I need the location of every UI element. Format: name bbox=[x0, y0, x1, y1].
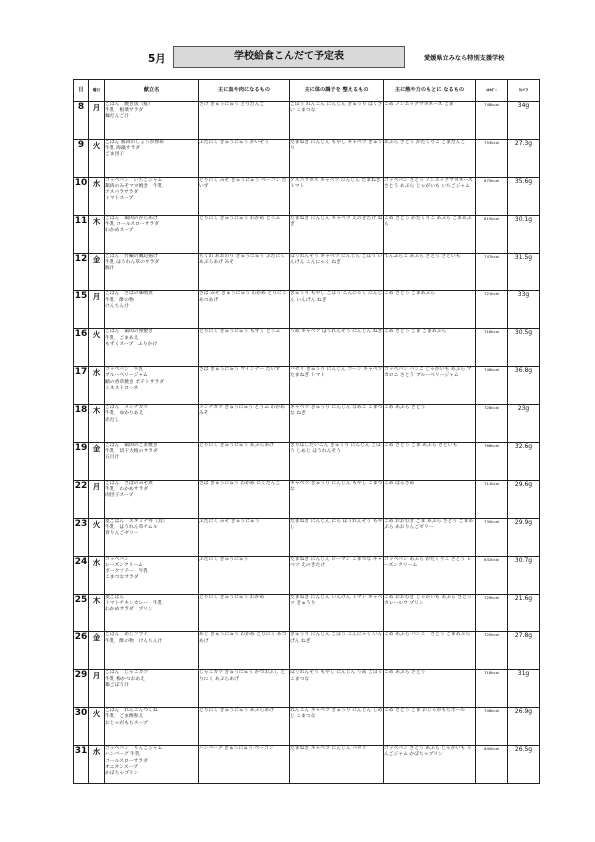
table-row bbox=[74, 746, 540, 784]
protein-value-cell: 34g bbox=[508, 102, 540, 140]
protein-value-cell: 33g bbox=[508, 291, 540, 329]
energy-value-cell: 730kcal bbox=[476, 518, 508, 556]
energy-ingredients-cell: コッペパン パンこ じゃがいも あぶら マカロニ さとう ブルーベリージャム bbox=[384, 367, 476, 405]
body-ingredients-cell: きりぼしだいこん きゅうり にんじん ごぼう しめじ ほうれんそう bbox=[290, 443, 384, 481]
energy-ingredients-cell: コッペパン あぶら かたくりこ さとう レーズンクリーム bbox=[384, 556, 476, 594]
energy-value-cell: 815kcal bbox=[476, 215, 508, 253]
dish-name: 牛乳 海藻サラダ bbox=[105, 146, 141, 152]
protein-value-cell: 30.1g bbox=[508, 215, 540, 253]
dish-name: こまつなサラダ bbox=[105, 575, 139, 581]
dish-name: 麦ごはん bbox=[105, 594, 125, 600]
dish-name: 赤だし bbox=[105, 417, 120, 423]
protein-value-cell: 31.5g bbox=[508, 253, 540, 291]
body-ingredients-cell: アスパラガス キャベツ にんじん たまねぎ トマト bbox=[290, 177, 384, 215]
weekday-cell: 月 bbox=[89, 102, 105, 140]
weekday-cell: 水 bbox=[89, 746, 105, 784]
weekday-cell: 火 bbox=[89, 329, 105, 367]
blood-ingredients-cell: じゃこカツ ぎゅうにゅう かつおぶし とりにく あぶらあげ bbox=[199, 670, 290, 708]
dish-name: 牛乳 ごま酢和え bbox=[105, 714, 144, 720]
dish-name: けんちん汁 bbox=[105, 303, 129, 309]
dish-name: ごま団子 bbox=[105, 152, 125, 158]
body-ingredients-cell: たまねぎ にんじん ピーマン こまつな キャベツ えのきたけ bbox=[290, 556, 384, 594]
dish-name: 牛乳 ごまあえ bbox=[105, 335, 139, 341]
body-ingredients-cell: ほうれんそう もやし にんじん うめ ごぼう こまつな bbox=[290, 670, 384, 708]
energy-value-cell: 766kcal bbox=[476, 443, 508, 481]
dish-name: ごはん 豚肉のしょうが炒め bbox=[105, 139, 165, 145]
body-ingredients-cell: れんこん キャベツ きゅうり にんじん しめじ こまつな bbox=[290, 708, 384, 746]
protein-value-cell: 29.6g bbox=[508, 480, 540, 518]
protein-value-cell: 23g bbox=[508, 405, 540, 443]
dish-name: ハンバーグ 牛乳 bbox=[105, 752, 140, 758]
blood-ingredients-cell: メンチカツ ぎゅうにゅう とうふ わかめ みそ bbox=[199, 405, 290, 443]
dish-name: 牛乳 根菜サラダ bbox=[105, 108, 144, 114]
dish-name: おじゃがもちスープ bbox=[105, 720, 148, 726]
school-name: 愛媛県立みなら特別支援学校 bbox=[424, 55, 505, 62]
day-cell: 24 bbox=[74, 556, 89, 594]
dish-name: 牛乳 梅かつおあえ bbox=[105, 676, 145, 682]
weekday-cell: 金 bbox=[89, 443, 105, 481]
menu-cell bbox=[105, 329, 199, 367]
protein-value-cell: 27.3g bbox=[508, 139, 540, 177]
energy-ingredients-cell: こめ さとう ごま ごまあぶら bbox=[384, 329, 476, 367]
day-cell: 17 bbox=[74, 367, 89, 405]
energy-ingredients-cell: こめ さとう かたくりこ あぶら ごまあぶら bbox=[384, 215, 476, 253]
day-cell: 19 bbox=[74, 443, 89, 481]
energy-ingredients-cell: こめ さとう ごまあぶら bbox=[384, 291, 476, 329]
weekday-cell: 火 bbox=[89, 518, 105, 556]
table-row bbox=[74, 291, 540, 329]
table-row bbox=[74, 102, 540, 140]
dish-name: 牛乳 ほうれん草ナムル bbox=[105, 525, 158, 530]
dish-name: 鶏肉のみそマヨ焼き 牛乳 bbox=[105, 183, 163, 189]
dish-name: コールスローサラダ bbox=[105, 758, 148, 764]
dish-name: 牛乳 コールスローサラダ bbox=[105, 221, 160, 227]
weekday-cell: 月 bbox=[89, 480, 105, 518]
energy-ingredients-cell: こめ はるさめ bbox=[384, 480, 476, 518]
menu-cell bbox=[105, 632, 199, 670]
blood-ingredients-cell: とりにく ぎゅうにゅう わかめ bbox=[199, 594, 290, 632]
header-body: 主に体の調子を 整えるもの bbox=[290, 80, 384, 102]
dish-name: 豚汁 bbox=[105, 265, 115, 271]
dish-name: わかめサラダ プリン bbox=[105, 606, 153, 612]
day-cell: 31 bbox=[74, 746, 89, 784]
dish-name: 牛乳 わかめサラダ bbox=[105, 487, 149, 493]
energy-value-cell: 708kcal bbox=[476, 708, 508, 746]
blood-ingredients-cell: とりにく ぎゅうにゅう もずく とうふ bbox=[199, 329, 290, 367]
body-ingredients-cell: ほうれんそう キャベツ にんじん ごぼう いんげん こんにゃく ねぎ bbox=[290, 253, 384, 291]
weekday-cell: 月 bbox=[89, 670, 105, 708]
menu-cell bbox=[105, 746, 199, 784]
blood-ingredients-cell: とりにく みそ ぎゅうにゅう ベーコン だいず bbox=[199, 177, 290, 215]
blood-ingredients-cell: さば ぎゅうにゅう わかめ にくだんご bbox=[199, 480, 290, 518]
energy-ingredients-cell: コッペパン さとう ノンエッグマヨネーズ さとう あぶら じゃがいも いちごジャム bbox=[384, 177, 476, 215]
energy-ingredients-cell: コッペパン さとう あぶら じゃがいも りんごジャム かぼちゃプリン bbox=[384, 746, 476, 784]
energy-ingredients-cell: こめ さとう ごま あぶら さといも bbox=[384, 443, 476, 481]
blood-ingredients-cell: さば みそ ぎゅうにゅう わかめ とりにく あつあげ bbox=[199, 291, 290, 329]
protein-value-cell: 31g bbox=[508, 670, 540, 708]
protein-value-cell: 32.6g bbox=[508, 443, 540, 481]
menu-cell bbox=[105, 556, 199, 594]
weekday-cell: 金 bbox=[89, 253, 105, 291]
day-cell: 30 bbox=[74, 708, 89, 746]
dish-name: 牛乳 酢の物 けんちん汁 bbox=[105, 638, 163, 644]
energy-value-cell: 748kcal bbox=[476, 102, 508, 140]
table-row bbox=[74, 139, 540, 177]
page-title: 学校給食こんだて予定表 bbox=[173, 46, 405, 68]
table-row bbox=[74, 594, 540, 632]
dish-name: トマトスープ bbox=[105, 196, 134, 202]
blood-ingredients-cell: ぶたにく ぎゅうにゅう かいそう bbox=[199, 139, 290, 177]
protein-value-cell: 36.8g bbox=[508, 367, 540, 405]
day-cell: 29 bbox=[74, 670, 89, 708]
menu-cell bbox=[105, 708, 199, 746]
menu-cell bbox=[105, 367, 199, 405]
day-cell: 22 bbox=[74, 480, 89, 518]
header-kcal: ｴﾈﾙｷﾞｰ bbox=[476, 80, 508, 102]
table-row bbox=[74, 670, 540, 708]
table-row bbox=[74, 215, 540, 253]
table-row bbox=[74, 177, 540, 215]
dish-name: ごはん 竹輪の磯辺揚げ bbox=[105, 253, 158, 259]
protein-value-cell: 30.5g bbox=[508, 329, 540, 367]
dish-name: ごはん じゃこカツ bbox=[105, 670, 149, 676]
body-ingredients-cell: きゅうり にんじん ごぼう こんにゃく いんげん ねぎ bbox=[290, 632, 384, 670]
menu-cell bbox=[105, 253, 199, 291]
header-blood: 主に血や肉になるもの bbox=[199, 80, 290, 102]
dish-name: ごはん さばのみそ煮 bbox=[105, 480, 153, 486]
energy-ingredients-cell: こめ さとう ごま おじゃがもちボール bbox=[384, 708, 476, 746]
table-row bbox=[74, 708, 540, 746]
energy-value-cell: 721kcal bbox=[476, 291, 508, 329]
dish-name: 牛乳 切干大根のサラダ bbox=[105, 449, 158, 455]
dish-name: ごはん 鶏肉のごま焼き bbox=[105, 443, 158, 449]
header-energy: 主に熱や力のもとに なるもの bbox=[384, 80, 476, 102]
day-cell: 26 bbox=[74, 632, 89, 670]
body-ingredients-cell: たまねぎ にんじん もやし キャベツ きゅうり bbox=[290, 139, 384, 177]
body-ingredients-cell: たまねぎ にんじん にら ほうれんそう もやし bbox=[290, 518, 384, 556]
blood-ingredients-cell: とりにく ぎゅうにゅう わかめ とうふ bbox=[199, 215, 290, 253]
dish-name: 青りんごゼリー bbox=[105, 531, 139, 537]
weekday-cell: 月 bbox=[89, 291, 105, 329]
month-label: 5月 bbox=[148, 53, 166, 65]
header-menu: 献立名 bbox=[105, 80, 199, 102]
dish-name: コッペパン 牛乳 bbox=[105, 367, 144, 373]
body-ingredients-cell: キャベツ きゅうり にんじん もやし こまつな bbox=[290, 480, 384, 518]
dish-name: レーズンクリーム bbox=[105, 562, 144, 568]
body-ingredients-cell: パセリ きゅうり にんじん コーン キャベツ たまねぎ トマト bbox=[290, 367, 384, 405]
dish-name: ミネストローネ bbox=[105, 385, 139, 391]
energy-value-cell: 640kcal bbox=[476, 746, 508, 784]
day-cell: 11 bbox=[74, 215, 89, 253]
day-cell: 23 bbox=[74, 518, 89, 556]
dish-name: ごはん メンチカツ bbox=[105, 405, 149, 411]
day-cell: 9 bbox=[74, 139, 89, 177]
dish-name: ポークソテー 牛乳 bbox=[105, 569, 149, 575]
header-protein: ﾀﾝﾊﾟｸ bbox=[508, 80, 540, 102]
menu-cell bbox=[105, 102, 199, 140]
dish-name: ごはん さばの味噌煮 bbox=[105, 291, 153, 297]
weekday-cell: 水 bbox=[89, 556, 105, 594]
weekday-cell: 金 bbox=[89, 632, 105, 670]
menu-cell bbox=[105, 670, 199, 708]
menu-cell bbox=[105, 291, 199, 329]
menu-cell bbox=[105, 215, 199, 253]
body-ingredients-cell: キャベツ きゅうり にんじん なめこ こまつな ねぎ bbox=[290, 405, 384, 443]
menu-cell bbox=[105, 518, 199, 556]
day-cell: 18 bbox=[74, 405, 89, 443]
dish-name: 牛乳 ゆかりあえ bbox=[105, 411, 144, 417]
weekday-cell: 木 bbox=[89, 405, 105, 443]
dish-name: ブルーベリージャム bbox=[105, 373, 148, 379]
table-row bbox=[74, 480, 540, 518]
energy-value-cell: 748kcal bbox=[476, 367, 508, 405]
weekday-cell: 火 bbox=[89, 139, 105, 177]
energy-ingredients-cell: こめ おおむぎ じゃがいも あぶら さとう カレールウ プリン bbox=[384, 594, 476, 632]
energy-value-cell: 747kcal bbox=[476, 253, 508, 291]
energy-ingredients-cell: こめ あぶら パンこ さとう ごまあぶら bbox=[384, 632, 476, 670]
blood-ingredients-cell: さけ ぎゅうにゅう とりだんご bbox=[199, 102, 290, 140]
dish-name: 鶏ごぼう汁 bbox=[105, 682, 129, 688]
body-ingredients-cell: ごぼう れんこん にんじん きゅうり はくさい こまつな bbox=[290, 102, 384, 140]
energy-ingredients-cell: あぶら さとう かたくりこ ごまだんご bbox=[384, 139, 476, 177]
energy-value-cell: 716kcal bbox=[476, 329, 508, 367]
dish-name: 肉団子スープ bbox=[105, 493, 134, 499]
header-day: 日 bbox=[74, 80, 89, 102]
energy-ingredients-cell: てんぷらこ あぶら さとう さといも bbox=[384, 253, 476, 291]
weekday-cell: 水 bbox=[89, 177, 105, 215]
energy-value-cell: 753kcal bbox=[476, 139, 508, 177]
dish-name: オニオンスープ bbox=[105, 764, 138, 770]
menu-cell bbox=[105, 594, 199, 632]
table-row bbox=[74, 329, 540, 367]
protein-value-cell: 30.7g bbox=[508, 556, 540, 594]
table-header-row bbox=[74, 80, 540, 102]
blood-ingredients-cell: とりにく ぎゅうにゅう あぶらあげ bbox=[199, 443, 290, 481]
blood-ingredients-cell: さば ぎゅうにゅう ウインナー だいず bbox=[199, 367, 290, 405]
blood-ingredients-cell: ぶたにく ぎゅうにゅう bbox=[199, 556, 290, 594]
weekday-cell: 木 bbox=[89, 215, 105, 253]
dish-name: かぼちゃプリン bbox=[105, 770, 139, 776]
dish-name: ごはん 鶏肉の照焼き bbox=[105, 329, 153, 335]
table-row bbox=[74, 367, 540, 405]
dish-name: コッペパン りんごジャム bbox=[105, 746, 163, 752]
table-row bbox=[74, 632, 540, 670]
menu-cell bbox=[105, 139, 199, 177]
dish-name: コッペパン いちごジャム bbox=[105, 177, 163, 183]
weekday-cell: 水 bbox=[89, 367, 105, 405]
energy-value-cell: 720kcal bbox=[476, 632, 508, 670]
protein-value-cell: 35.6g bbox=[508, 177, 540, 215]
dish-name: ごはん あじフライ bbox=[105, 632, 149, 638]
dish-name: ごはん れんこんつくね bbox=[105, 708, 158, 714]
dish-name: アスパラサラダ bbox=[105, 190, 139, 196]
dish-name: 牛乳 酢の物 bbox=[105, 297, 134, 303]
table-body bbox=[74, 102, 540, 784]
energy-value-cell: 711kcal bbox=[476, 480, 508, 518]
energy-ingredients-cell: こめ おおむぎ ごま あぶら さとう ごまあぶら あおりんごゼリー bbox=[384, 518, 476, 556]
day-cell: 10 bbox=[74, 177, 89, 215]
menu-cell bbox=[105, 177, 199, 215]
energy-value-cell: 675kcal bbox=[476, 177, 508, 215]
energy-value-cell: 718kcal bbox=[476, 670, 508, 708]
blood-ingredients-cell: あじ ぎゅうにゅう わかめ とりにく あつあげ bbox=[199, 632, 290, 670]
table-row bbox=[74, 253, 540, 291]
table-row bbox=[74, 405, 540, 443]
body-ingredients-cell: たまねぎ キャベツ にんじん パセリ bbox=[290, 746, 384, 784]
menu-cell bbox=[105, 443, 199, 481]
blood-ingredients-cell: ちくわ あおのり ぎゅうにゅう ぶたにく あぶらあげ みそ bbox=[199, 253, 290, 291]
body-ingredients-cell: たまねぎ にんじん キャベツ えのきたけ ねぎ bbox=[290, 215, 384, 253]
protein-value-cell: 29.9g bbox=[508, 518, 540, 556]
dish-name: 麦ごはん スタミナ丼（具） bbox=[105, 518, 168, 524]
dish-name: もずくスープ ふりかけ bbox=[105, 341, 158, 347]
energy-ingredients-cell: こめ あぶら さとう bbox=[384, 405, 476, 443]
dish-name: ごはん 鶏肉のからあげ bbox=[105, 215, 158, 221]
day-cell: 25 bbox=[74, 594, 89, 632]
header-weekday: 曜日 bbox=[89, 80, 105, 102]
energy-value-cell: 632kcal bbox=[476, 556, 508, 594]
blood-ingredients-cell: ぶたにく みそ ぎゅうにゅう bbox=[199, 518, 290, 556]
dish-name: 牛乳 ほうれん草のサラダ bbox=[105, 259, 160, 265]
dish-name: 五目汁 bbox=[105, 455, 120, 461]
day-cell: 15 bbox=[74, 291, 89, 329]
day-cell: 16 bbox=[74, 329, 89, 367]
menu-cell bbox=[105, 405, 199, 443]
body-ingredients-cell: きゅうり もやし ごぼう こんにゃく にんじん いんげん ねぎ bbox=[290, 291, 384, 329]
energy-ingredients-cell: こめ あぶら さとう bbox=[384, 670, 476, 708]
body-ingredients-cell: たまねぎ にんじん いんげん トマト キャベツ きゅうり bbox=[290, 594, 384, 632]
dish-name: 鯖の香草焼き ポテトサラダ bbox=[105, 379, 165, 385]
menu-cell bbox=[105, 480, 199, 518]
day-cell: 8 bbox=[74, 102, 89, 140]
dish-name: わかめスープ bbox=[105, 228, 134, 234]
day-cell: 12 bbox=[74, 253, 89, 291]
protein-value-cell: 21.6g bbox=[508, 594, 540, 632]
dish-name: ごはん 焼き魚（鮭） bbox=[105, 102, 153, 107]
energy-ingredients-cell: こめ ノンエッグマヨネーズ ごま bbox=[384, 102, 476, 140]
weekday-cell: 火 bbox=[89, 708, 105, 746]
blood-ingredients-cell: とりにく ぎゅうにゅう あぶらあげ bbox=[199, 708, 290, 746]
dish-name: コッペパン bbox=[105, 556, 129, 562]
energy-value-cell: 729kcal bbox=[476, 594, 508, 632]
menu-table bbox=[73, 79, 540, 784]
dish-name: トマトチキンカレー 牛乳 bbox=[105, 600, 163, 606]
energy-value-cell: 728kcal bbox=[476, 405, 508, 443]
blood-ingredients-cell: ハンバーグ ぎゅうにゅう ベーコン bbox=[199, 746, 290, 784]
protein-value-cell: 26.5g bbox=[508, 746, 540, 784]
table-row bbox=[74, 556, 540, 594]
table-row bbox=[74, 518, 540, 556]
protein-value-cell: 26.9g bbox=[508, 708, 540, 746]
protein-value-cell: 27.8g bbox=[508, 632, 540, 670]
weekday-cell: 木 bbox=[89, 594, 105, 632]
body-ingredients-cell: うめ キャベツ ほうれんそう にんじん ねぎ bbox=[290, 329, 384, 367]
table-row bbox=[74, 443, 540, 481]
dish-name: 麺だんご汁 bbox=[105, 114, 129, 120]
